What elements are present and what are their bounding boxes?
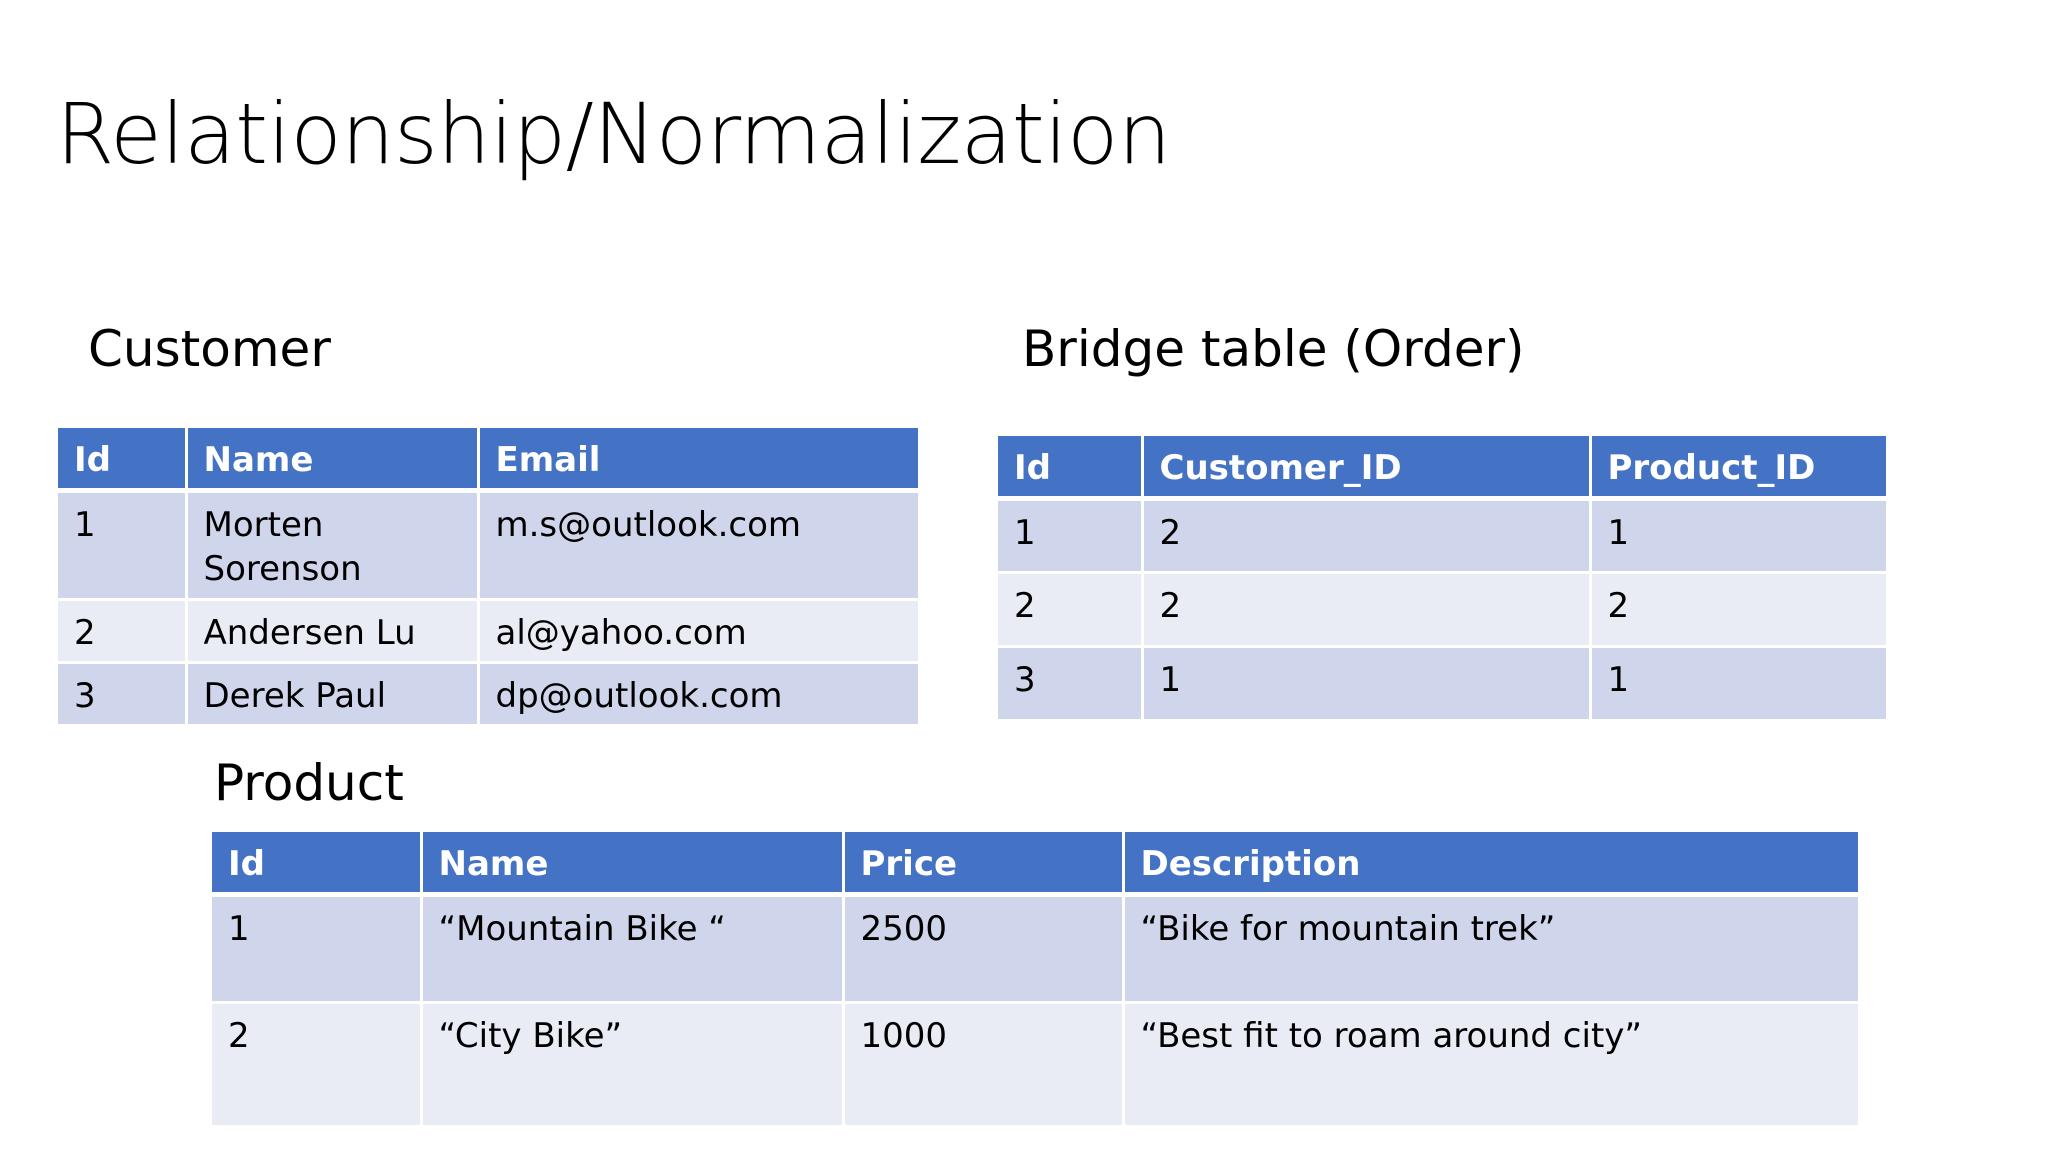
table-header-row bbox=[998, 436, 1886, 499]
column-header-id: Id bbox=[58, 428, 186, 491]
product-table bbox=[212, 832, 1858, 1128]
table-row bbox=[58, 662, 918, 725]
table-cell bbox=[186, 491, 478, 599]
bridge-table-title: Bridge table (Order) bbox=[1022, 320, 1525, 378]
table-cell: “Best fit to roam around city” bbox=[1123, 1003, 1858, 1127]
table-cell: 1 bbox=[1142, 647, 1590, 721]
slide-title: Relationship/Normalization bbox=[56, 85, 1171, 183]
table-cell: 2 bbox=[1590, 573, 1886, 647]
column-header-id: Id bbox=[998, 436, 1142, 499]
table-cell: 2 bbox=[1142, 499, 1590, 573]
bridge-table bbox=[998, 436, 1886, 722]
table-cell: 1 bbox=[58, 491, 186, 599]
table-cell: 2 bbox=[58, 599, 186, 662]
table-cell: 2500 bbox=[843, 895, 1123, 1003]
table-cell: “Mountain Bike “ bbox=[421, 895, 843, 1003]
column-header-id: Id bbox=[212, 832, 421, 895]
customer-table-title: Customer bbox=[88, 320, 331, 378]
column-header-description: Description bbox=[1123, 832, 1858, 895]
table-cell: 1000 bbox=[843, 1003, 1123, 1127]
table-header-row bbox=[58, 428, 918, 491]
table-cell: 3 bbox=[998, 647, 1142, 721]
table-cell: “City Bike” bbox=[421, 1003, 843, 1127]
table-header-row bbox=[212, 832, 1858, 895]
table-cell: Derek Paul bbox=[186, 662, 478, 725]
table-row bbox=[58, 491, 918, 599]
table-row bbox=[998, 573, 1886, 647]
table-cell: 1 bbox=[1590, 647, 1886, 721]
table-cell: 2 bbox=[212, 1003, 421, 1127]
customer-table bbox=[58, 428, 918, 727]
table-row bbox=[212, 1003, 1858, 1127]
table-cell: 2 bbox=[1142, 573, 1590, 647]
table-cell-text: Morten Sorenson bbox=[203, 505, 362, 590]
table-cell: 1 bbox=[212, 895, 421, 1003]
column-header-product-id: Product_ID bbox=[1590, 436, 1886, 499]
table-cell: Andersen Lu bbox=[186, 599, 478, 662]
table-row bbox=[998, 647, 1886, 721]
column-header-name: Name bbox=[421, 832, 843, 895]
column-header-price: Price bbox=[843, 832, 1123, 895]
table-row bbox=[998, 499, 1886, 573]
table-cell: m.s@outlook.com bbox=[478, 491, 918, 599]
table-cell: 3 bbox=[58, 662, 186, 725]
table-cell: 2 bbox=[998, 573, 1142, 647]
column-header-name: Name bbox=[186, 428, 478, 491]
column-header-email: Email bbox=[478, 428, 918, 491]
table-cell: 1 bbox=[998, 499, 1142, 573]
table-cell: al@yahoo.com bbox=[478, 599, 918, 662]
product-table-title: Product bbox=[214, 754, 404, 812]
table-cell: 1 bbox=[1590, 499, 1886, 573]
table-cell: dp@outlook.com bbox=[478, 662, 918, 725]
table-row bbox=[212, 895, 1858, 1003]
table-row bbox=[58, 599, 918, 662]
column-header-customer-id: Customer_ID bbox=[1142, 436, 1590, 499]
table-cell: “Bike for mountain trek” bbox=[1123, 895, 1858, 1003]
